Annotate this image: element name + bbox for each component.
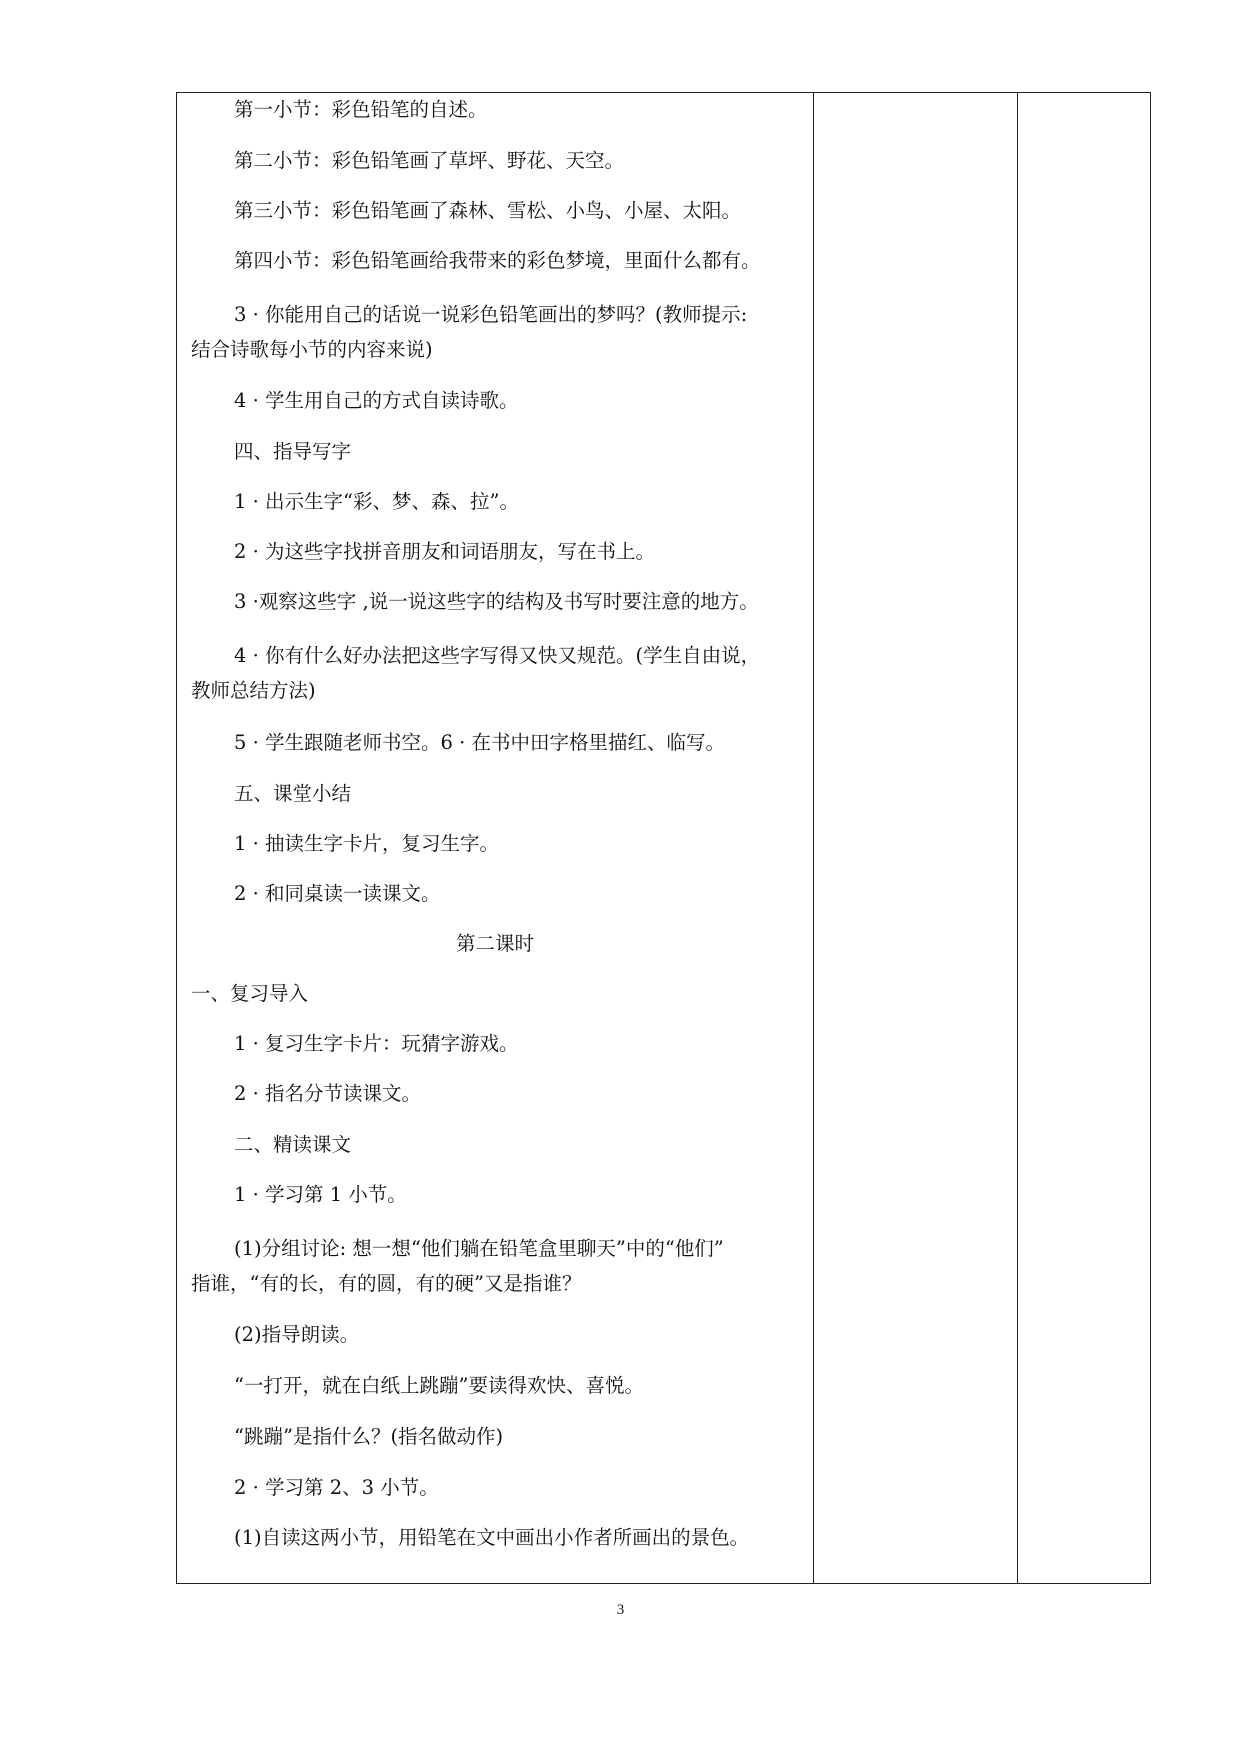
text-line: 1 · 复习生字卡片：玩猜字游戏。 (234, 1032, 519, 1055)
text-line: 4 · 你有什么好办法把这些字写得又快又规范。(学生自由说， (234, 644, 761, 667)
text-line: 第四小节：彩色铅笔画给我带来的彩色梦境，里面什么都有。 (234, 249, 761, 272)
lesson-plan-table (176, 92, 1151, 1584)
section-heading: 五、课堂小结 (234, 782, 352, 805)
column-divider-1 (813, 93, 814, 1583)
text-line: 1 · 学习第 1 小节。 (234, 1183, 407, 1206)
lesson-period-title: 第二课时 (455, 932, 534, 955)
section-heading: 二、精读课文 (234, 1133, 352, 1156)
text-line: 5 · 学生跟随老师书空。6 · 在书中田字格里描红、临写。 (234, 731, 726, 754)
text-line: 第三小节：彩色铅笔画了森林、雪松、小鸟、小屋、太阳。 (234, 199, 742, 222)
text-line: (2)指导朗读。 (234, 1323, 360, 1346)
text-line: 2 · 指名分节读课文。 (234, 1082, 422, 1105)
text-line: 2 · 和同桌读一读课文。 (234, 882, 441, 905)
text-line: (1)分组讨论: 想一想“他们躺在铅笔盒里聊天”中的“他们” (234, 1237, 724, 1260)
text-line: 结合诗歌每小节的内容来说) (191, 338, 433, 361)
text-line: 4 · 学生用自己的方式自读诗歌。 (234, 389, 519, 412)
text-line: 1 · 出示生字“彩、梦、森、拉”。 (234, 490, 519, 513)
text-line: “跳蹦”是指什么？(指名做动作) (234, 1425, 504, 1448)
text-line: 指谁，“有的长，有的圆，有的硬”又是指谁？ (191, 1272, 582, 1295)
text-line: 教师总结方法) (191, 679, 316, 702)
text-line: 2 · 学习第 2、3 小节。 (234, 1476, 439, 1499)
column-divider-2 (1017, 93, 1018, 1583)
section-heading: 一、复习导入 (191, 982, 309, 1005)
text-line: (1)自读这两小节，用铅笔在文中画出小作者所画出的景色。 (234, 1526, 750, 1549)
text-line: “一打开，就在白纸上跳蹦”要读得欢快、喜悦。 (234, 1374, 644, 1397)
text-line: 3 · 你能用自己的话说一说彩色铅笔画出的梦吗？(教师提示: (234, 303, 748, 326)
page-number: 3 (616, 1602, 625, 1618)
text-line: 2 · 为这些字找拼音朋友和词语朋友，写在书上。 (234, 540, 656, 563)
text-line: 1 · 抽读生字卡片，复习生字。 (234, 832, 500, 855)
text-line: 第二小节：彩色铅笔画了草坪、野花、天空。 (234, 149, 625, 172)
text-line: 第一小节：彩色铅笔的自述。 (234, 98, 488, 121)
section-heading: 四、指导写字 (234, 440, 352, 463)
text-line: 3 ·观察这些字 ,说一说这些字的结构及书写时要注意的地方。 (234, 590, 759, 613)
